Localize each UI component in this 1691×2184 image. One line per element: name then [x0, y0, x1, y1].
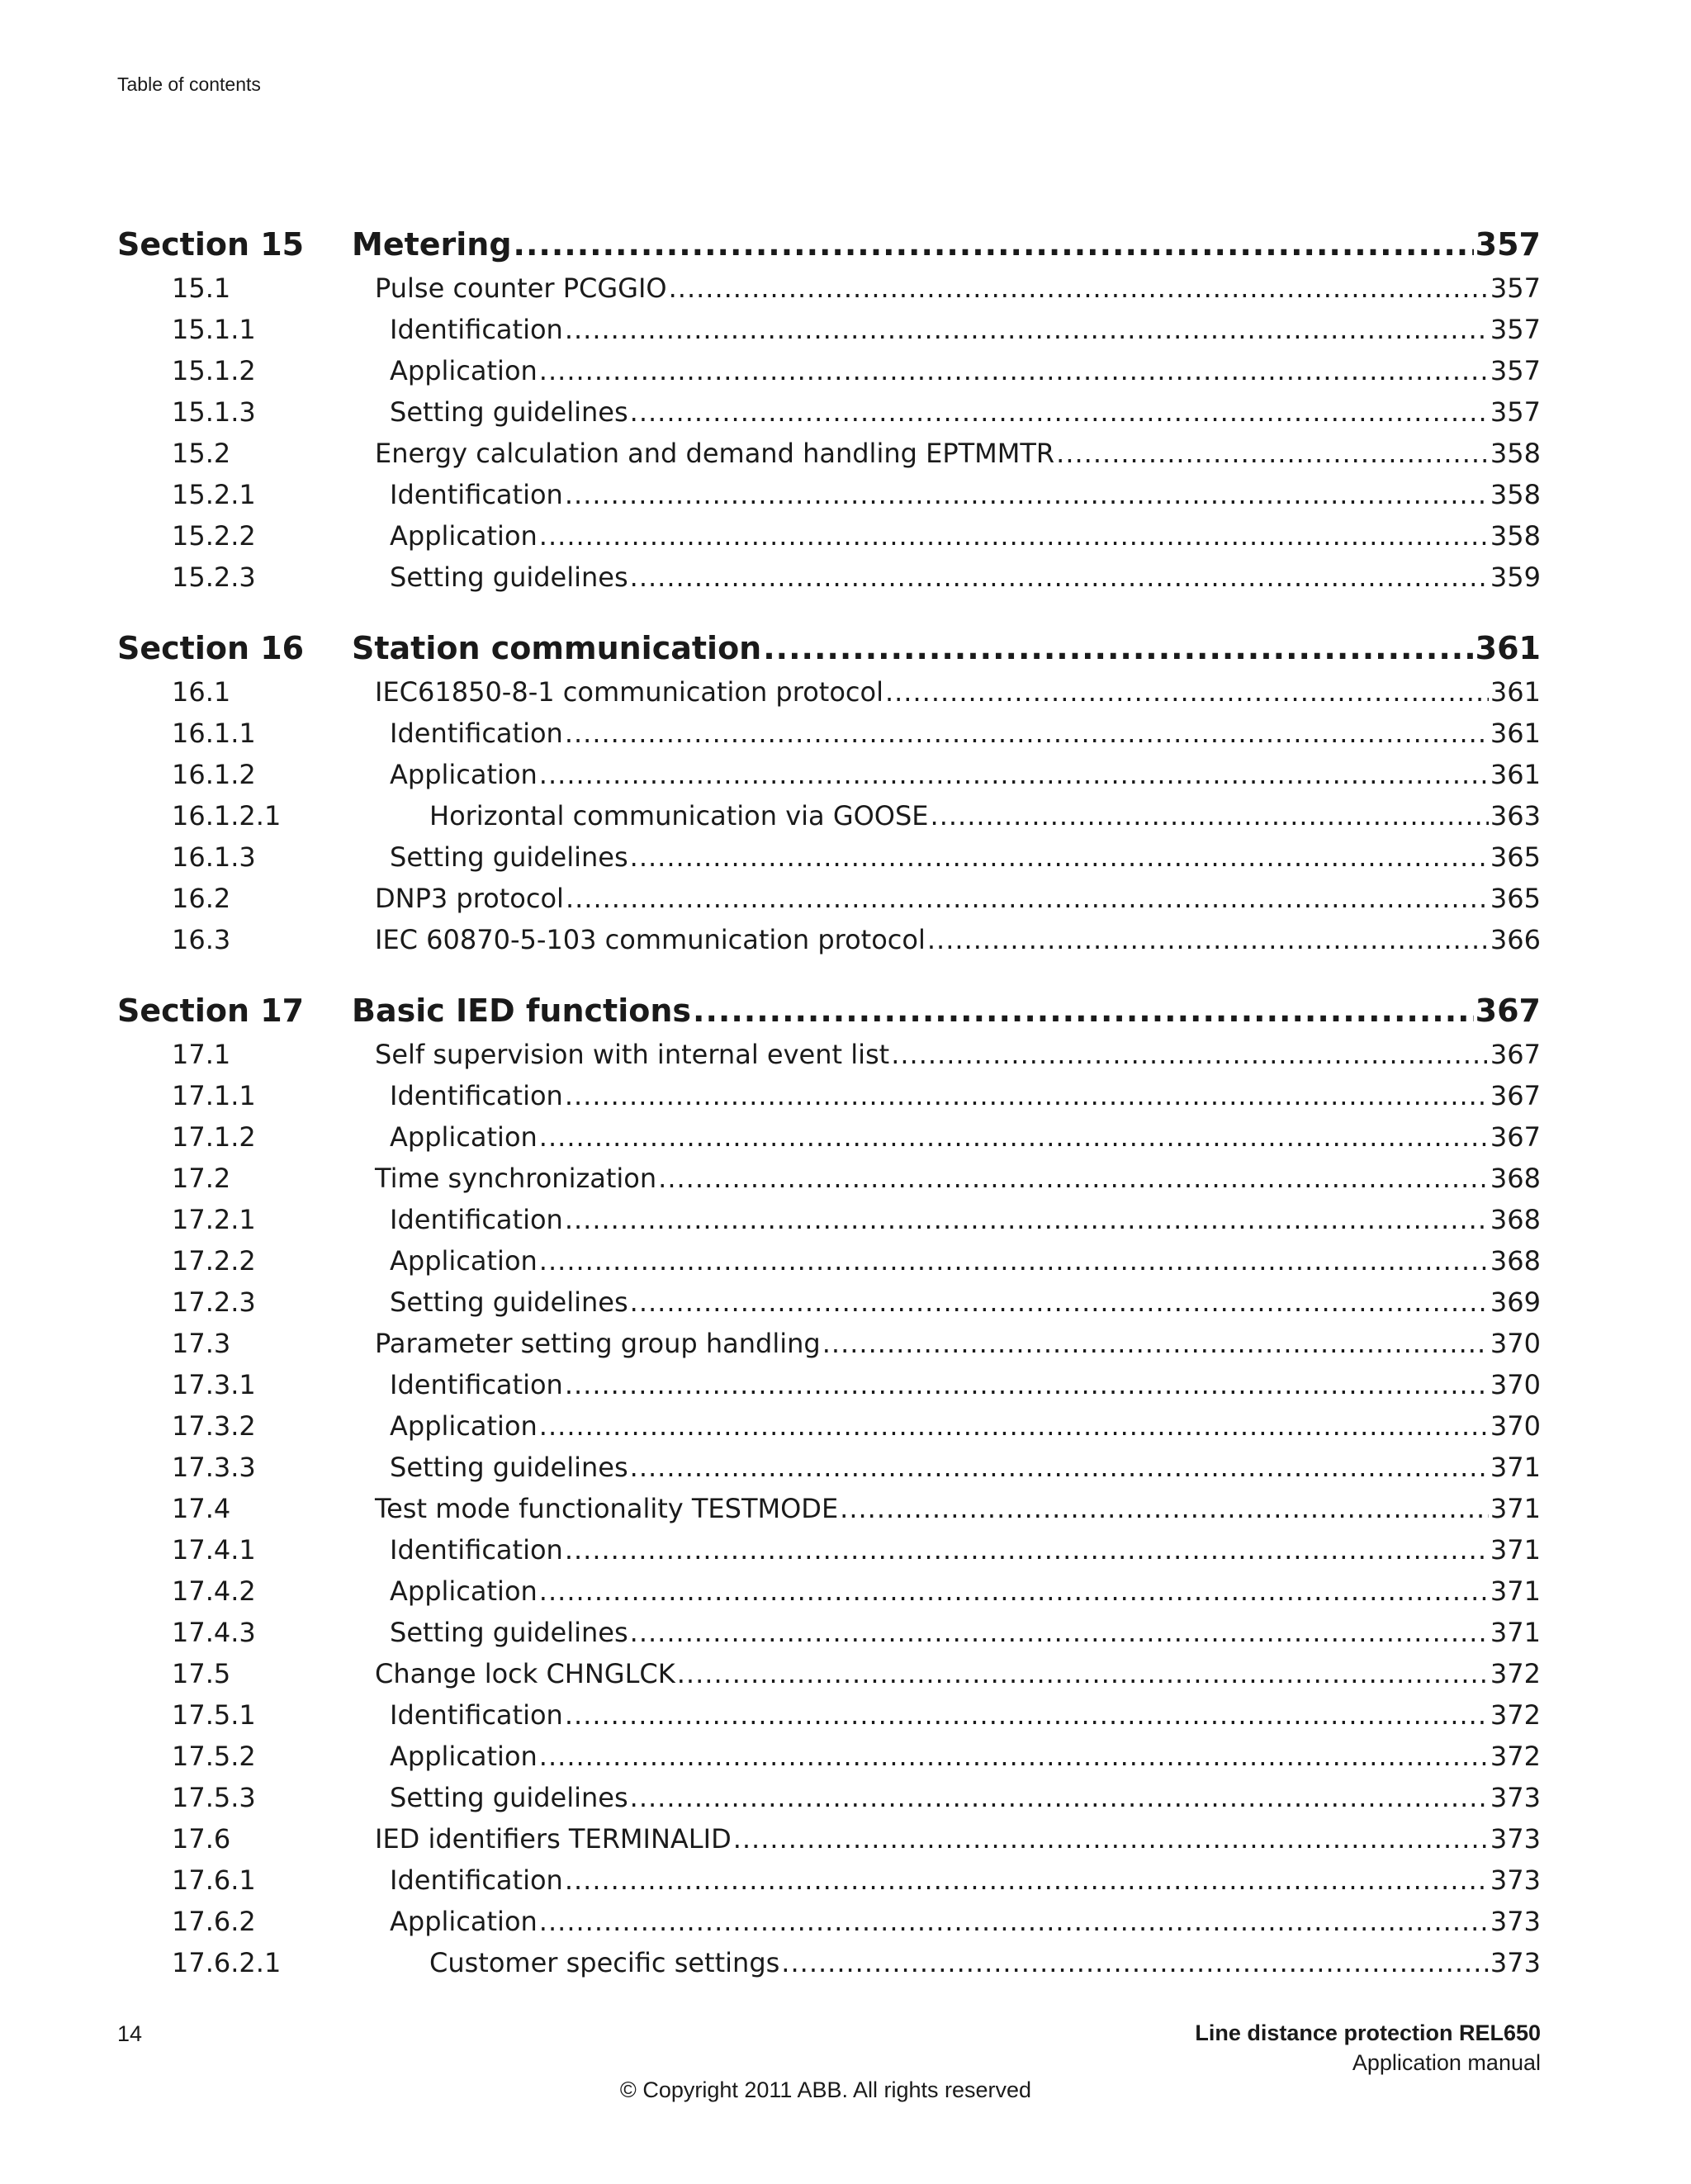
toc-entry[interactable] [117, 1694, 1541, 1736]
toc-entry[interactable] [117, 1075, 1541, 1116]
dot-leader [1056, 433, 1489, 474]
section-label: Section 17 [117, 993, 305, 1029]
entry-page-number: 371 [1490, 1493, 1541, 1524]
entry-title: Application [390, 520, 538, 552]
entry-page-number: 367 [1490, 1080, 1541, 1111]
entry-page-number: 368 [1490, 1245, 1541, 1277]
dot-leader [539, 1736, 1489, 1777]
entry-title: Energy calculation and demand handling EPTMMTR [375, 438, 1055, 469]
entry-number: 17.5.3 [172, 1782, 256, 1813]
entry-title: Setting guidelines [390, 561, 628, 593]
entry-title-group [352, 515, 1541, 557]
entry-page-number: 372 [1490, 1658, 1541, 1689]
toc-entry[interactable] [117, 1240, 1541, 1282]
entry-number: 16.1.2.1 [172, 800, 282, 831]
entry-page-number: 361 [1490, 759, 1541, 790]
entry-title-group [352, 919, 1541, 960]
entry-page-number: 371 [1490, 1452, 1541, 1483]
entry-title: Application [390, 1121, 538, 1153]
entry-title-group [352, 1447, 1541, 1488]
entry-title-group [352, 754, 1541, 795]
section-page-number: 357 [1475, 226, 1541, 263]
entry-title: Identification [390, 1699, 563, 1731]
entry-number: 17.1 [172, 1039, 231, 1070]
entry-title: Application [390, 1741, 538, 1772]
entry-title: Identification [390, 1204, 563, 1235]
entry-title-group [352, 1777, 1541, 1818]
toc-entry[interactable] [117, 878, 1541, 919]
entry-number: 16.1.2 [172, 759, 256, 790]
toc-entry[interactable] [117, 515, 1541, 557]
entry-title: Setting guidelines [390, 841, 628, 873]
entry-number: 17.4 [172, 1493, 231, 1524]
entry-page-number: 366 [1490, 924, 1541, 955]
entry-number: 17.6 [172, 1823, 231, 1855]
toc-entry[interactable] [117, 1570, 1541, 1612]
entry-number: 15.2.2 [172, 520, 256, 552]
entry-title: Application [390, 1245, 538, 1277]
entry-title-group [352, 1488, 1541, 1529]
toc-entry[interactable] [117, 1116, 1541, 1158]
dot-leader [565, 713, 1489, 754]
toc-entry[interactable] [117, 1199, 1541, 1240]
entry-number: 16.1 [172, 676, 231, 708]
toc-entry[interactable] [117, 1901, 1541, 1942]
toc-entry[interactable] [117, 1942, 1541, 1983]
dot-leader [565, 474, 1489, 515]
entry-page-number: 361 [1490, 718, 1541, 749]
entry-title: Identification [390, 1080, 563, 1111]
toc-entry[interactable] [117, 1488, 1541, 1529]
toc-entry[interactable] [117, 795, 1541, 836]
entry-page-number: 365 [1490, 883, 1541, 914]
entry-number: 17.5 [172, 1658, 231, 1689]
entry-title: Application [390, 1575, 538, 1607]
dot-leader [539, 1570, 1489, 1612]
toc-entry[interactable] [117, 1612, 1541, 1653]
entry-number: 15.2.1 [172, 479, 256, 510]
toc-entry[interactable] [117, 1859, 1541, 1901]
dot-leader [630, 557, 1489, 598]
entry-page-number: 371 [1490, 1575, 1541, 1607]
toc-entry[interactable] [117, 433, 1541, 474]
toc-entry[interactable] [117, 671, 1541, 713]
entry-number: 17.4.3 [172, 1617, 256, 1648]
entry-title-group [352, 1075, 1541, 1116]
entry-page-number: 357 [1490, 355, 1541, 386]
dot-leader [565, 1859, 1489, 1901]
toc-entry[interactable] [117, 1405, 1541, 1447]
dot-leader [693, 988, 1474, 1034]
entry-number: 17.3.2 [172, 1410, 256, 1442]
section-heading[interactable] [117, 625, 1541, 671]
dot-leader [539, 515, 1489, 557]
entry-number: 17.6.2 [172, 1906, 256, 1937]
dot-leader [539, 1901, 1489, 1942]
entry-number: 16.2 [172, 883, 231, 914]
dot-leader [565, 1529, 1489, 1570]
section-title: Metering [352, 226, 512, 263]
entry-title: Identification [390, 314, 563, 345]
footer-manual-type: Application manual [1352, 2050, 1541, 2075]
toc-entry[interactable] [117, 1529, 1541, 1570]
toc-entry[interactable] [117, 836, 1541, 878]
entry-title: Identification [390, 479, 563, 510]
entry-page-number: 363 [1490, 800, 1541, 831]
entry-title-group [352, 1405, 1541, 1447]
entry-title: Test mode functionality TESTMODE [375, 1493, 839, 1524]
section-heading[interactable] [117, 221, 1541, 268]
section-title: Station communication [352, 630, 762, 666]
entry-title: Pulse counter PCGGIO [375, 272, 667, 304]
entry-page-number: 370 [1490, 1328, 1541, 1359]
entry-title-group [352, 1653, 1541, 1694]
toc-entry[interactable] [117, 1736, 1541, 1777]
entry-title: Identification [390, 1369, 563, 1400]
entry-title-group [352, 1694, 1541, 1736]
dot-leader [763, 625, 1473, 671]
entry-title: Identification [390, 1864, 563, 1896]
entry-page-number: 367 [1490, 1121, 1541, 1153]
section-title-group [352, 625, 1541, 671]
section-label: Section 15 [117, 226, 305, 263]
entry-number: 17.4.2 [172, 1575, 256, 1607]
entry-title-group [352, 836, 1541, 878]
dot-leader [927, 919, 1489, 960]
toc-section [117, 988, 1541, 1983]
dot-leader [565, 1075, 1489, 1116]
toc-entry[interactable] [117, 309, 1541, 350]
entry-number: 15.2.3 [172, 561, 256, 593]
toc-entry[interactable] [117, 919, 1541, 960]
dot-leader [565, 1694, 1489, 1736]
footer-document-info [1195, 2018, 1541, 2077]
entry-number: 17.3.1 [172, 1369, 256, 1400]
dot-leader [566, 878, 1489, 919]
entry-page-number: 368 [1490, 1204, 1541, 1235]
entry-title-group [352, 1158, 1541, 1199]
dot-leader [669, 268, 1489, 309]
entry-title: Parameter setting group handling [375, 1328, 821, 1359]
entry-number: 17.1.1 [172, 1080, 256, 1111]
entry-title-group [352, 713, 1541, 754]
section-page-number: 367 [1475, 993, 1541, 1029]
entry-page-number: 373 [1490, 1947, 1541, 1978]
copyright-notice: © Copyright 2011 ABB. All rights reserved [619, 2077, 1032, 2102]
entry-title-group [352, 309, 1541, 350]
entry-number: 17.3 [172, 1328, 231, 1359]
dot-leader [630, 1777, 1489, 1818]
entry-number: 17.5.2 [172, 1741, 256, 1772]
entry-number: 17.2 [172, 1163, 231, 1194]
entry-number: 15.1.3 [172, 396, 256, 428]
footer-product-title: Line distance protection REL650 [1195, 2021, 1541, 2045]
entry-title-group [352, 1323, 1541, 1364]
dot-leader [630, 391, 1489, 433]
dot-leader [885, 671, 1489, 713]
entry-title: Setting guidelines [390, 1286, 628, 1318]
entry-number: 17.5.1 [172, 1699, 256, 1731]
entry-page-number: 370 [1490, 1410, 1541, 1442]
entry-title: Application [390, 355, 538, 386]
entry-number: 16.3 [172, 924, 231, 955]
toc-entry[interactable] [117, 1158, 1541, 1199]
entry-title-group [352, 1859, 1541, 1901]
entry-page-number: 372 [1490, 1741, 1541, 1772]
section-title: Basic IED functions [352, 993, 692, 1029]
entry-title: Time synchronization [375, 1163, 657, 1194]
entry-title-group [352, 433, 1541, 474]
entry-title-group [352, 795, 1541, 836]
entry-number: 17.1.2 [172, 1121, 256, 1153]
section-label: Section 16 [117, 630, 305, 666]
entry-title-group [352, 350, 1541, 391]
entry-number: 15.2 [172, 438, 231, 469]
entry-page-number: 373 [1490, 1906, 1541, 1937]
dot-leader [931, 795, 1489, 836]
entry-title-group [352, 1034, 1541, 1075]
dot-leader [539, 754, 1489, 795]
entry-title-group [352, 1364, 1541, 1405]
toc-entry[interactable] [117, 1447, 1541, 1488]
entry-page-number: 373 [1490, 1823, 1541, 1855]
toc-entry[interactable] [117, 474, 1541, 515]
entry-title-group [352, 474, 1541, 515]
toc-entry[interactable] [117, 1777, 1541, 1818]
toc-entry[interactable] [117, 268, 1541, 309]
entry-page-number: 358 [1490, 520, 1541, 552]
dot-leader [822, 1323, 1489, 1364]
toc-entry[interactable] [117, 557, 1541, 598]
entry-title: Self supervision with internal event list [375, 1039, 890, 1070]
toc-section [117, 221, 1541, 598]
dot-leader [539, 1116, 1489, 1158]
entry-title: Identification [390, 1534, 563, 1566]
entry-page-number: 373 [1490, 1864, 1541, 1896]
entry-number: 15.1.1 [172, 314, 256, 345]
dot-leader [539, 1405, 1489, 1447]
entry-page-number: 370 [1490, 1369, 1541, 1400]
entry-page-number: 361 [1490, 676, 1541, 708]
entry-title: Application [390, 1410, 538, 1442]
entry-title: Customer specific settings [429, 1947, 780, 1978]
dot-leader [539, 1240, 1489, 1282]
entry-number: 15.1 [172, 272, 231, 304]
entry-title: Change lock CHNGLCK [375, 1658, 675, 1689]
toc-entry[interactable] [117, 1653, 1541, 1694]
entry-title-group [352, 1901, 1541, 1942]
table-of-contents [117, 221, 1541, 2011]
entry-number: 16.1.3 [172, 841, 256, 873]
entry-title: IED identifiers TERMINALID [375, 1823, 732, 1855]
entry-number: 16.1.1 [172, 718, 256, 749]
entry-page-number: 368 [1490, 1163, 1541, 1194]
toc-entry[interactable] [117, 754, 1541, 795]
dot-leader [891, 1034, 1489, 1075]
toc-section [117, 625, 1541, 960]
entry-title-group [352, 391, 1541, 433]
dot-leader [630, 1447, 1489, 1488]
entry-page-number: 371 [1490, 1617, 1541, 1648]
entry-title-group [352, 1570, 1541, 1612]
dot-leader [565, 1199, 1489, 1240]
entry-title-group [352, 1199, 1541, 1240]
entry-title: Identification [390, 718, 563, 749]
entry-page-number: 373 [1490, 1782, 1541, 1813]
entry-title-group [352, 1240, 1541, 1282]
entry-title-group [352, 1818, 1541, 1859]
entry-number: 17.6.1 [172, 1864, 256, 1896]
entry-number: 17.2.2 [172, 1245, 256, 1277]
toc-entry[interactable] [117, 391, 1541, 433]
entry-title-group [352, 268, 1541, 309]
entry-title: Setting guidelines [390, 396, 628, 428]
entry-number: 15.1.2 [172, 355, 256, 386]
section-title-group [352, 988, 1541, 1034]
entry-page-number: 357 [1490, 314, 1541, 345]
footer-page-number: 14 [117, 2021, 143, 2046]
entry-page-number: 371 [1490, 1534, 1541, 1566]
dot-leader [677, 1653, 1489, 1694]
dot-leader [658, 1158, 1489, 1199]
entry-page-number: 369 [1490, 1286, 1541, 1318]
dot-leader [781, 1942, 1489, 1983]
section-title-group [352, 221, 1541, 268]
entry-page-number: 358 [1490, 479, 1541, 510]
entry-page-number: 365 [1490, 841, 1541, 873]
toc-entry[interactable] [117, 350, 1541, 391]
dot-leader [514, 221, 1474, 268]
entry-page-number: 357 [1490, 396, 1541, 428]
dot-leader [630, 1282, 1489, 1323]
section-heading[interactable] [117, 988, 1541, 1034]
dot-leader [539, 350, 1489, 391]
entry-number: 17.3.3 [172, 1452, 256, 1483]
dot-leader [565, 1364, 1489, 1405]
entry-number: 17.2.1 [172, 1204, 256, 1235]
entry-title: IEC61850-8-1 communication protocol [375, 676, 883, 708]
entry-page-number: 357 [1490, 272, 1541, 304]
entry-title-group [352, 557, 1541, 598]
entry-title: Setting guidelines [390, 1452, 628, 1483]
toc-entry[interactable] [117, 1818, 1541, 1859]
entry-page-number: 372 [1490, 1699, 1541, 1731]
toc-entry[interactable] [117, 713, 1541, 754]
entry-page-number: 358 [1490, 438, 1541, 469]
toc-entry[interactable] [117, 1034, 1541, 1075]
dot-leader [630, 1612, 1489, 1653]
running-header: Table of contents [117, 73, 261, 95]
entry-number: 17.6.2.1 [172, 1947, 282, 1978]
entry-title-group [352, 878, 1541, 919]
entry-title: Setting guidelines [390, 1782, 628, 1813]
entry-title-group [352, 1612, 1541, 1653]
entry-title-group [352, 1942, 1541, 1983]
entry-title-group [352, 1529, 1541, 1570]
entry-title: Setting guidelines [390, 1617, 628, 1648]
entry-title: DNP3 protocol [375, 883, 564, 914]
entry-title: Horizontal communication via GOOSE [429, 800, 929, 831]
toc-entry[interactable] [117, 1282, 1541, 1323]
section-page-number: 361 [1475, 630, 1541, 666]
dot-leader [630, 836, 1489, 878]
entry-title-group [352, 1116, 1541, 1158]
dot-leader [565, 309, 1489, 350]
entry-title: Application [390, 759, 538, 790]
entry-page-number: 367 [1490, 1039, 1541, 1070]
entry-title: Application [390, 1906, 538, 1937]
entry-title: IEC 60870-5-103 communication protocol [375, 924, 926, 955]
entry-title-group [352, 1282, 1541, 1323]
entry-number: 17.2.3 [172, 1286, 256, 1318]
entry-title-group [352, 1736, 1541, 1777]
dot-leader [840, 1488, 1489, 1529]
toc-entry[interactable] [117, 1323, 1541, 1364]
dot-leader [733, 1818, 1489, 1859]
toc-entry[interactable] [117, 1364, 1541, 1405]
entry-page-number: 359 [1490, 561, 1541, 593]
entry-number: 17.4.1 [172, 1534, 256, 1566]
entry-title-group [352, 671, 1541, 713]
